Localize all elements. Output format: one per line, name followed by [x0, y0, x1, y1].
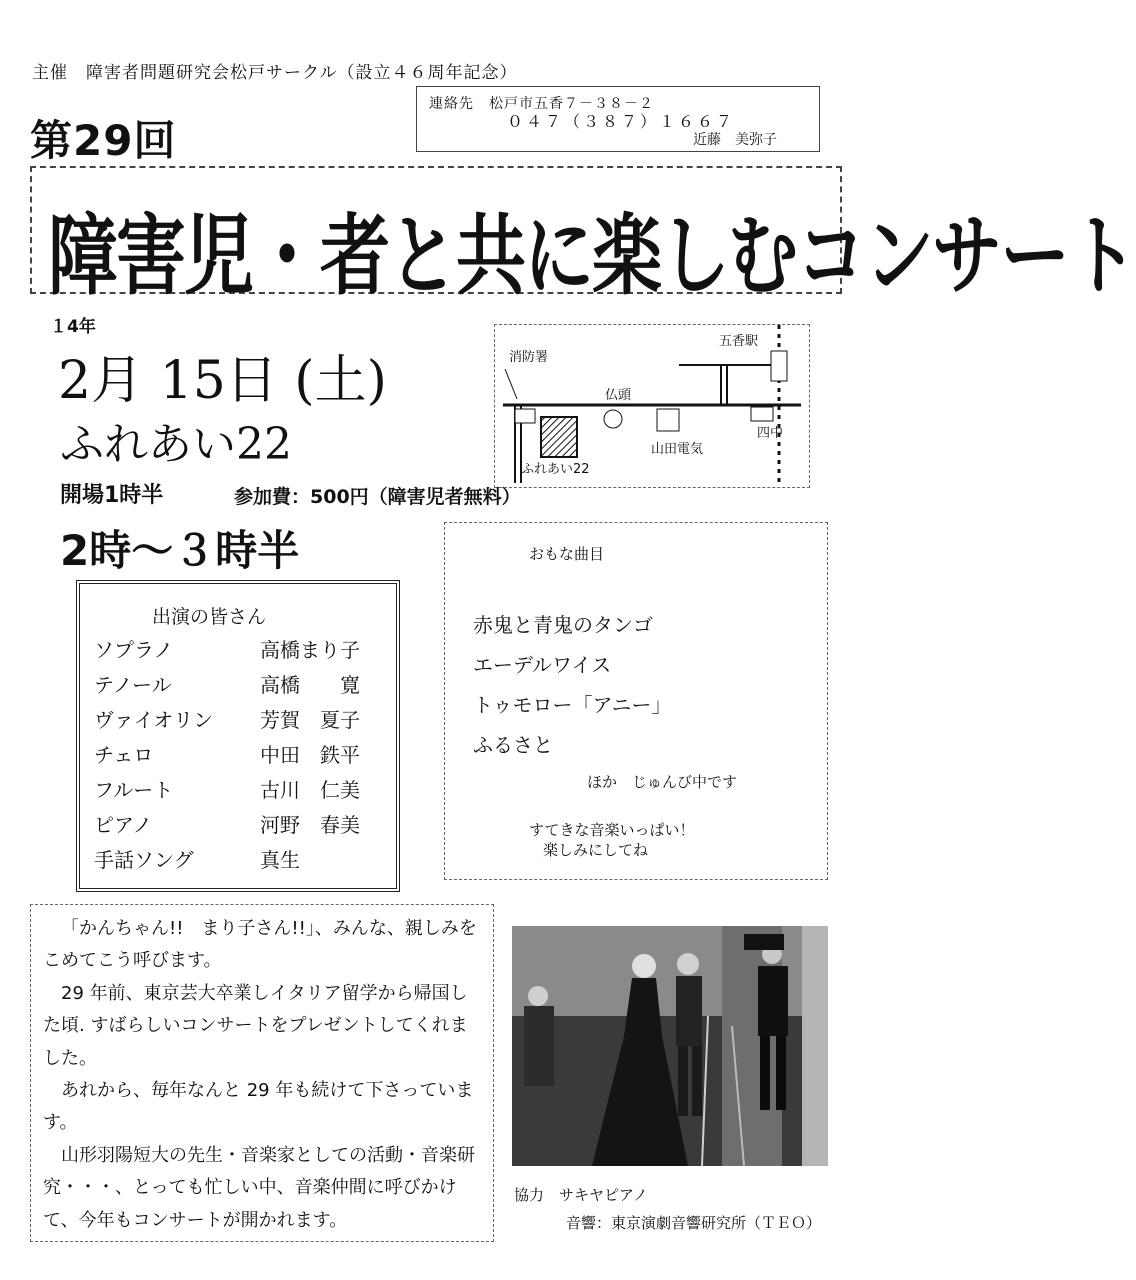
song-item: 赤鬼と青鬼のタンゴ — [473, 613, 653, 637]
performer-role: ピアノ — [94, 813, 153, 837]
concert-title: 障害児・者と共に楽しむコンサート — [48, 204, 1136, 308]
performers-box — [76, 580, 400, 892]
performer-name: 古川 仁美 — [260, 778, 360, 802]
performer-name: 河野 春美 — [260, 813, 360, 837]
story-paragraph: 山形羽陽短大の先生・音楽家としての活動・音楽研究・・・、とっても忙しい中、音楽仲間に呼びかけて、今年もコンサートが開かれます。 — [43, 1144, 475, 1231]
map-label-buddha: 仏頭 — [605, 388, 632, 403]
story-text — [43, 913, 485, 1237]
edition-label: 第29回 — [30, 116, 177, 165]
performers-title: 出演の皆さん — [152, 606, 267, 628]
performer-row — [94, 844, 300, 873]
song-item: ふるさと — [473, 733, 553, 757]
contact-phone: ０４７（３８７）１６６７ — [507, 112, 736, 131]
contact-name: 近藤 美弥子 — [693, 132, 777, 148]
map-label-station: 五香駅 — [719, 334, 759, 349]
story-box — [30, 904, 494, 1242]
songs-message-2: 楽しみにしてね — [543, 841, 649, 859]
performer-role: ヴァイオリン — [94, 708, 214, 732]
story-paragraph: 「かんちゃん!! まり子さん!!」、みんな、親しみをこめてこう呼びます。 — [43, 918, 477, 972]
admission-fee: 参加費：500円（障害児者無料） — [234, 486, 521, 508]
songs-title: おもな曲目 — [529, 545, 605, 563]
story-paragraph: 29 年前、東京芸大卒業しイタリア留学から帰国した頃. すばらしいコンサートをプレゼントしてくれました。 — [43, 982, 468, 1069]
map-label-venue: ふれあい22 — [521, 462, 590, 477]
sound-credit: 音響：東京演劇音響研究所（ＴＥＯ） — [566, 1214, 822, 1232]
performer-name: 高橋まり子 — [260, 638, 360, 662]
performer-name: 真生 — [260, 848, 300, 872]
performer-name: 高橋 寛 — [260, 673, 360, 697]
map-drawing — [495, 325, 809, 487]
contact-box — [416, 86, 820, 152]
performer-row — [94, 669, 360, 698]
performer-row — [94, 739, 360, 768]
performer-role: ソプラノ — [94, 638, 174, 662]
doors-open: 開場1時半 — [60, 483, 164, 508]
event-date: 2月 15日 (土) — [58, 351, 387, 411]
photo-drawing — [512, 926, 828, 1166]
organizer-line: 主催 障害者問題研究会松戸サークル（設立４６周年記念） — [32, 63, 518, 83]
performer-row — [94, 809, 360, 838]
performer-role: テノール — [94, 673, 172, 697]
event-time: 2時～３時半 — [60, 526, 300, 575]
cooperation-credit: 協力 サキヤピアノ — [514, 1186, 648, 1204]
contact-address: 連絡先 松戸市五香７－３８－２ — [429, 96, 654, 112]
access-map — [494, 324, 810, 488]
map-label-school: 四中 — [757, 426, 784, 441]
title-box — [30, 166, 1136, 308]
performer-role: チェロ — [94, 743, 154, 767]
story-paragraph: あれから、毎年なんと 29 年も続けて下さっています。 — [43, 1080, 474, 1134]
performer-name: 芳賀 夏子 — [260, 708, 360, 732]
songs-message-1: すてきな音楽いっぱい！ — [529, 821, 695, 839]
song-item: エーデルワイス — [473, 653, 612, 677]
event-venue: ふれあい22 — [60, 419, 292, 470]
performer-role: 手話ソング — [94, 848, 194, 872]
performer-row — [94, 774, 360, 803]
map-label-shop: 山田電気 — [651, 442, 704, 457]
map-label-fire: 消防署 — [509, 350, 549, 365]
songs-box — [444, 522, 828, 880]
song-item: トゥモロー「アニー」 — [473, 693, 672, 717]
performer-name: 中田 鉄平 — [260, 743, 360, 767]
performer-role: フルート — [94, 778, 174, 802]
concert-photo — [512, 926, 828, 1166]
performer-row — [94, 634, 360, 663]
songs-more-note: ほか じゅんび中です — [587, 773, 738, 791]
performer-row — [94, 704, 360, 733]
event-year: １4年 — [50, 317, 96, 337]
